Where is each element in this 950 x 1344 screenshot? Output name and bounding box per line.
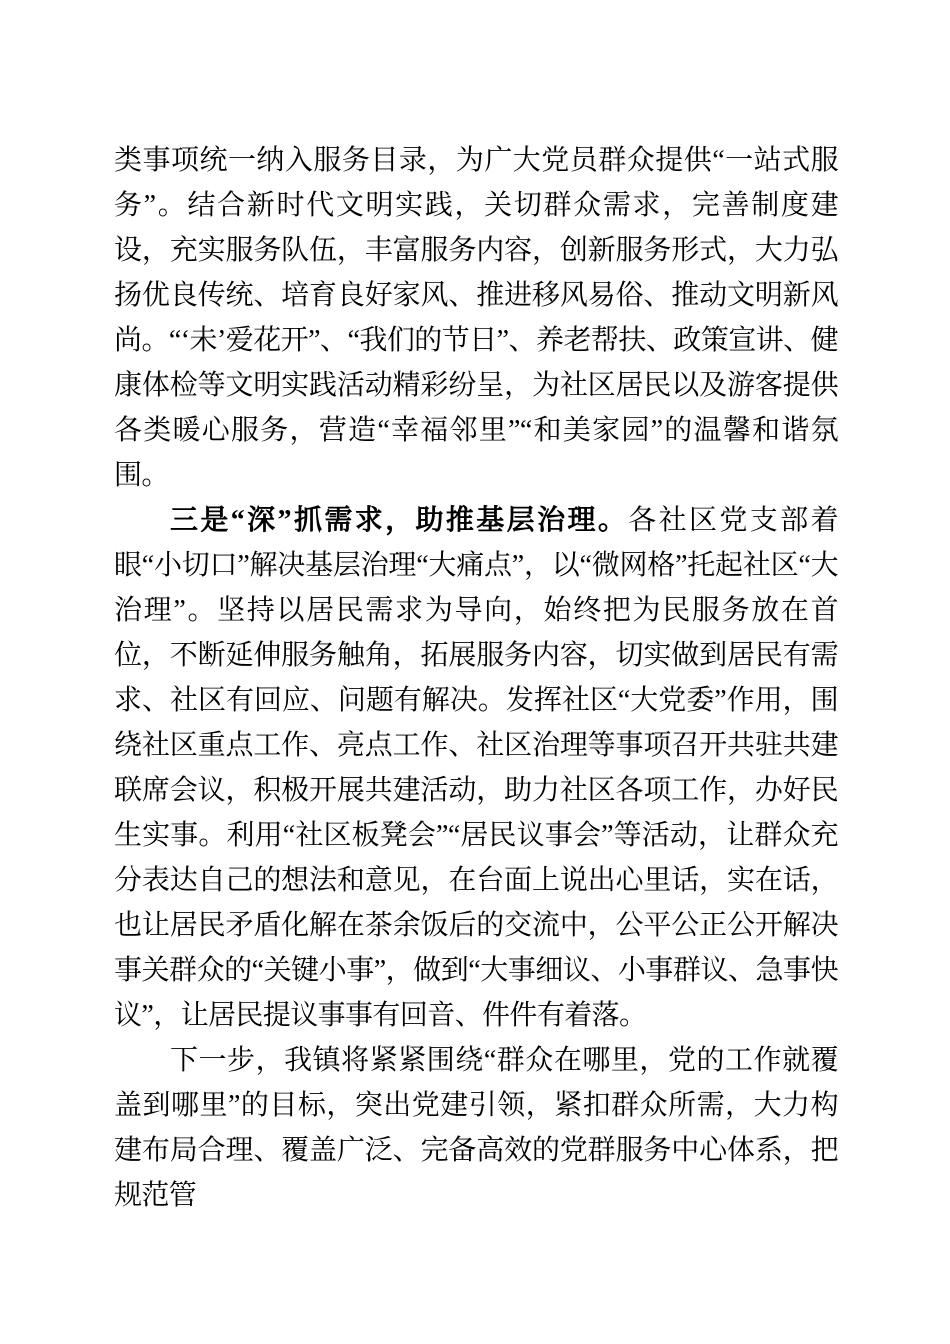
document-body [114, 138, 838, 1218]
text-run: 类事项统一纳入服务目录，为广大党员群众提供“一站式服务”。结合新时代文明实践，关切群众需求，完善制度建设，充实服务队伍，丰富服务内容，创新服务形式，大力弘扬优良传统、培育良好家风、推进移风易俗、推动文明新风尚。“‘未’爱花开”、“我们的节日”、养老帮扶、政策宣讲、健康体检等文明实践活动精彩纷呈，为社区居民以及游客提供各类暖心服务，营造“幸福邻里”“和美家园”的温馨和谐氛围。 [114, 145, 838, 491]
text-run: 各社区党支部着眼“小切口”解决基层治理“大痛点”，以“微网格”托起社区“大治理”。坚持以居民需求为导向，始终把为民服务放在首位，不断延伸服务触角，拓展服务内容，切实做到居民有需求、社区有回应、问题有解决。发挥社区“大党委”作用，围绕社区重点工作、亮点工作、社区治理等事项召开共驻共建联席会议，积极开展共建活动，助力社区各项工作，办好民生实事。利用“社区板凳会”“居民议事会”等活动，让群众充分表达自己的想法和意见，在台面上说出心里话，实在话，也让居民矛盾化解在茶余饭后的交流中，公平公正公开解决事关群众的“关键小事”，做到“大事细议、小事群议、急事快议”，让居民提议事事有回音、件件有着落。 [114, 505, 838, 1031]
text-run: 下一步，我镇将紧紧围绕“群众在哪里，党的工作就覆盖到哪里”的目标，突出党建引领，紧扣群众所需，大力构建布局合理、覆盖广泛、完备高效的党群服务中心体系，把规范管 [114, 1045, 838, 1211]
text-run: 三是“深”抓需求，助推基层治理。 [170, 505, 629, 536]
paragraph [114, 138, 838, 498]
paragraph [114, 498, 838, 1038]
paragraph [114, 1038, 838, 1218]
